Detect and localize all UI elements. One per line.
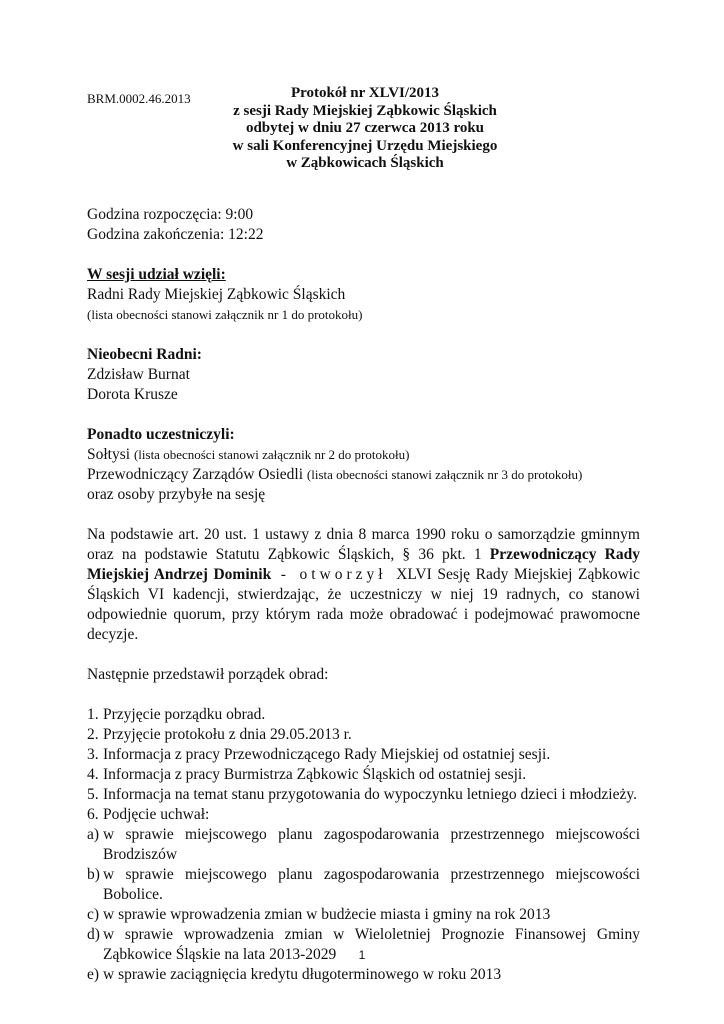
agenda-item: 6. Podjęcie uchwał:: [87, 806, 210, 823]
absent-heading: Nieobecni Radni:: [87, 346, 202, 363]
absent-name: Dorota Krusze: [87, 386, 178, 403]
soltysi-note: (lista obecności stanowi załącznik nr 2 do protokołu): [133, 447, 410, 462]
document-body: [87, 205, 640, 985]
przewodniczacy-line: [87, 465, 640, 485]
agenda-list: [87, 705, 640, 985]
agenda-item: e) w sprawie zaciągnięcia kredytu długoterminowego w roku 2013: [87, 966, 502, 983]
agenda-item: 5. Informacja na temat stanu przygotowania do wypoczynku letniego dzieci i młodzieży.: [87, 786, 637, 803]
paragraph-chair-name: Przewodniczący Rady Miejskiej Andrzej Dominik: [87, 546, 640, 583]
paragraph-part2: XLVI Sesję Rady Miejskiej Ząbkowic Śląskich VI kadencji, stwierdzając, że uczestniczy w niej 19 radnych, co stanowi odpowiednie quorum, przy którym rada może obradować i podejmować prawomocne decyzje.: [87, 566, 640, 643]
opening-paragraph: [87, 525, 640, 645]
przewodniczacy-label: Przewodniczący Zarządów Osiedli: [87, 466, 304, 483]
title-line: w sali Konferencyjnej Urzędu Miejskiego: [232, 137, 498, 154]
przewodniczacy-note: (lista obecności stanowi załącznik nr 3 do protokołu): [306, 467, 583, 482]
agenda-item: 2. Przyjęcie protokołu z dnia 29.05.2013 r.: [87, 726, 352, 743]
soltysi-label: Sołtysi: [87, 446, 131, 463]
participants-note: (lista obecności stanowi załącznik nr 1 do protokołu): [87, 307, 363, 322]
agenda-item: 4. Informacja z pracy Burmistrza Ząbkowic Śląskich od ostatniej sesji.: [87, 766, 527, 783]
protocol-title: [150, 85, 580, 173]
title-line: odbytej w dniu 27 czerwca 2013 roku: [245, 120, 485, 137]
start-time: Godzina rozpoczęcia: 9:00: [87, 206, 254, 223]
document-reference: BRM.0002.46.2013: [87, 91, 191, 106]
agenda-item: a) w sprawie miejscowego planu zagospodarowania przestrzennego miejscowości Brodziszów: [87, 826, 640, 863]
agenda-item: 3. Informacja z pracy Przewodniczącego Rady Miejskiej od ostatniej sesji.: [87, 746, 551, 763]
end-time: Godzina zakończenia: 12:22: [87, 226, 264, 243]
agenda-item: c) w sprawie wprowadzenia zmian w budżecie miasta i gminy na rok 2013: [87, 906, 551, 923]
title-line: Protokół nr XLVI/2013: [290, 85, 440, 101]
page-number: 1: [358, 948, 366, 962]
agenda-item: b) w sprawie miejscowego planu zagospodarowania przestrzennego miejscowości Bobolice.: [87, 866, 640, 903]
agenda-item: d) w sprawie wprowadzenia zmian w Wieloletniej Prognozie Finansowej Gminy Ząbkowice Śląskie na lata 2013-2029: [87, 926, 640, 963]
absent-name: Zdzisław Burnat: [87, 366, 190, 383]
agenda-intro: Następnie przedstawił porządek obrad:: [87, 666, 329, 683]
guests-line: oraz osoby przybyłe na sesję: [87, 486, 266, 503]
soltysi-line: [87, 445, 640, 465]
others-heading: Ponadto uczestniczyli:: [87, 426, 235, 443]
paragraph-opened: - otworzył: [271, 566, 397, 583]
participants-line: Radni Rady Miejskiej Ząbkowic Śląskich: [87, 286, 346, 303]
participants-heading: W sesji udział wzięli:: [87, 266, 226, 283]
paragraph-part1: Na podstawie art. 20 ust. 1 ustawy z dnia 8 marca 1990 roku o samorządzie gminnym oraz na podstawie Statutu Ząbkowic Śląskich, § 36 pkt. 1: [87, 526, 640, 563]
agenda-item: 1. Przyjęcie porządku obrad.: [87, 706, 266, 723]
title-line: w Ząbkowicach Śląskich: [286, 155, 444, 172]
title-line: z sesji Rady Miejskiej Ząbkowic Śląskich: [233, 102, 497, 119]
